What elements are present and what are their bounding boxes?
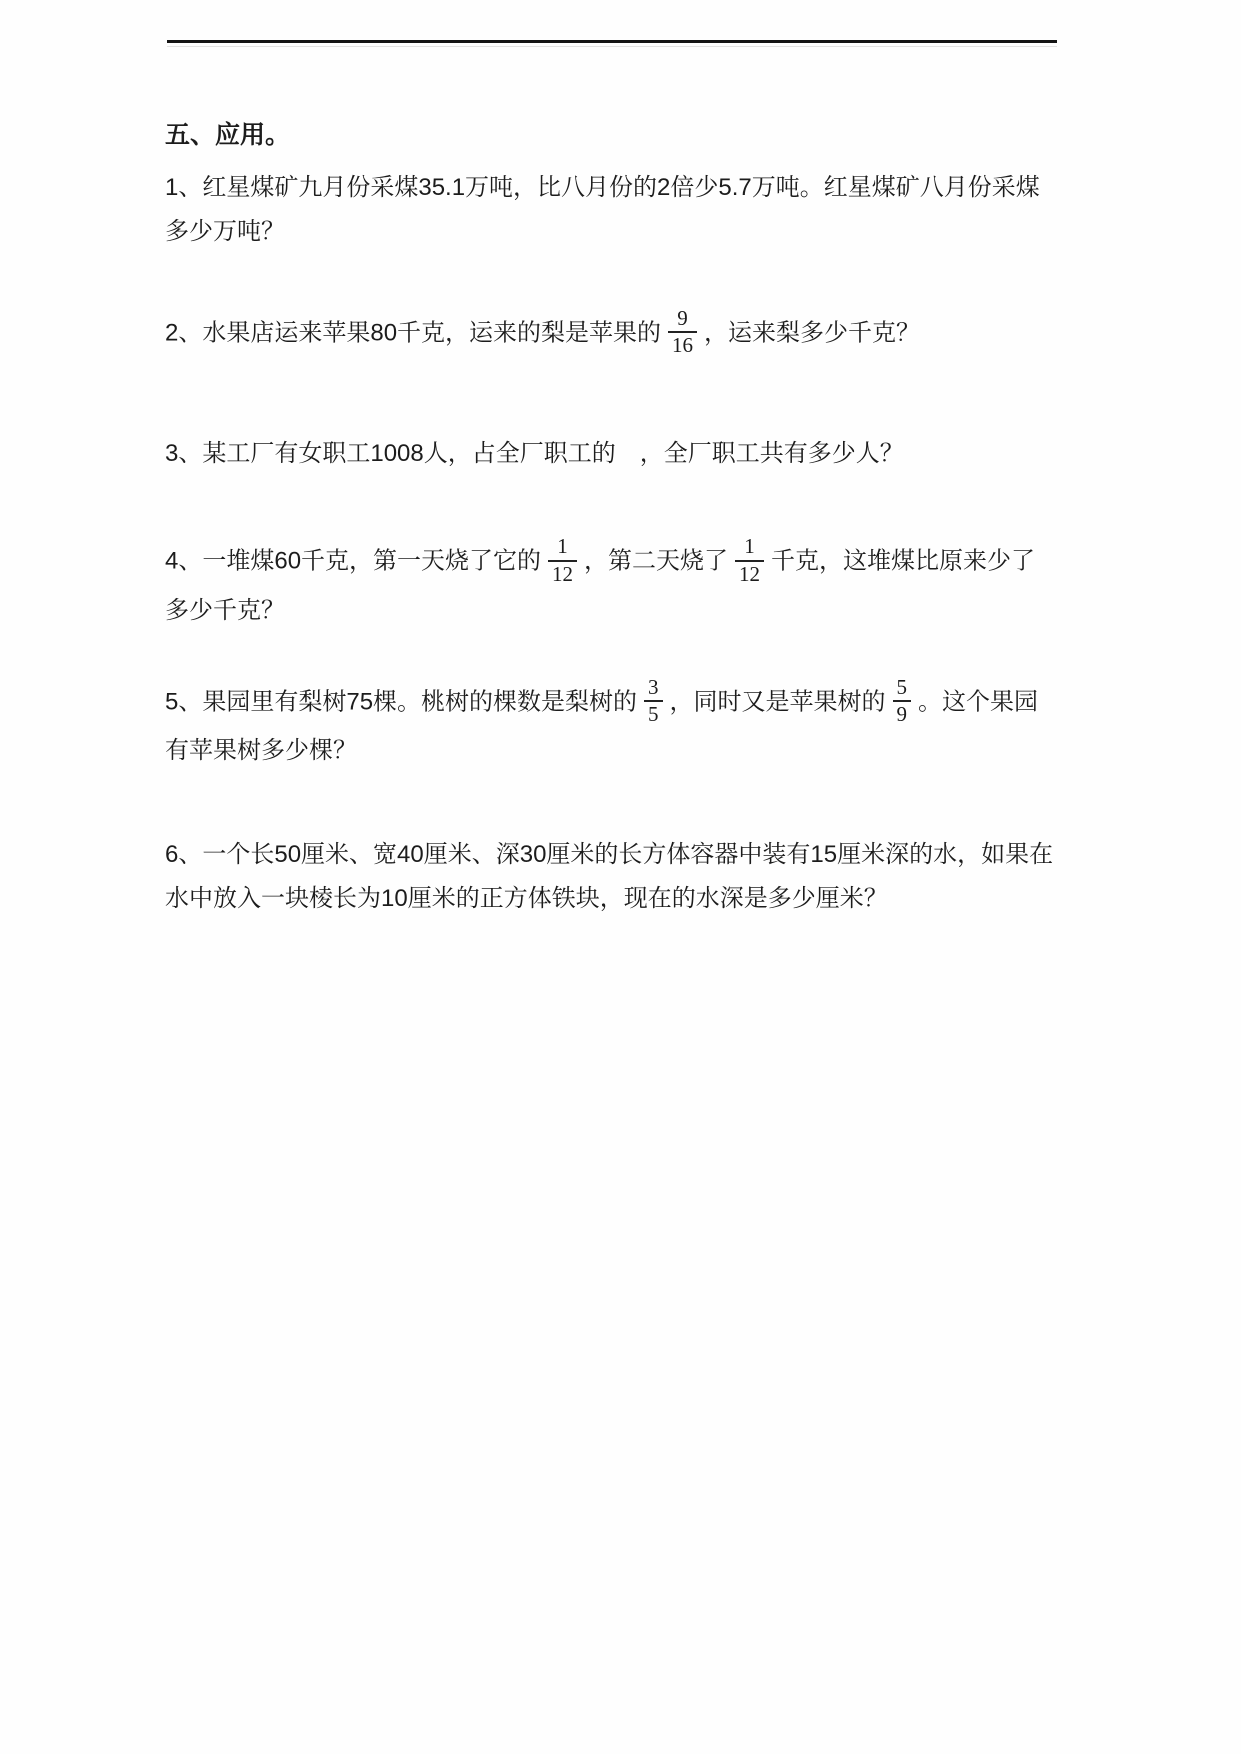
fraction-denominator: 12 xyxy=(735,560,764,587)
question-text: ，第二天烧了 xyxy=(584,547,729,575)
fraction-numerator: 9 xyxy=(677,306,688,330)
question-text: ，同时又是苹果树的 xyxy=(669,688,886,716)
fraction xyxy=(644,675,663,727)
question-item-4 xyxy=(165,536,1058,632)
question-text: ，运来梨多少千克？ xyxy=(704,319,921,347)
question-text: 1、红星煤矿九月份采煤35.1万吨，比八月份的2倍少5.7万吨。红星煤矿八月份采煤多少万吨？ xyxy=(165,174,1040,245)
fraction-numerator: 3 xyxy=(648,674,659,699)
question-text: 千克，这堆煤比原来少了多少千克？ xyxy=(165,547,1036,624)
question-item-3 xyxy=(165,432,1058,476)
fraction xyxy=(893,675,912,727)
fraction-numerator: 1 xyxy=(744,534,755,559)
worksheet-content xyxy=(165,118,1058,921)
question-text: 6、一个长50厘米、宽40厘米、深30厘米的长方体容器中装有15厘米深的水，如果在水中放入一块棱长为10厘米的正方体铁块，现在的水深是多少厘米？ xyxy=(165,841,1054,913)
question-item-5 xyxy=(165,674,1058,773)
fraction xyxy=(735,534,764,586)
question-text: 5、果园里有梨树75棵。桃树的棵数是梨树的 xyxy=(165,688,638,716)
fraction-denominator: 12 xyxy=(548,560,577,587)
question-text: 3、某工厂有女职工1008人，占全厂职工的 ，全厂职工共有多少人？ xyxy=(165,440,904,468)
fraction-denominator: 9 xyxy=(893,700,912,727)
question-text: 。这个果园有苹果树多少棵？ xyxy=(165,688,1039,765)
fraction xyxy=(548,534,577,586)
fraction-denominator: 5 xyxy=(644,700,663,727)
question-item-6 xyxy=(165,833,1058,921)
fraction-numerator: 1 xyxy=(557,534,568,559)
question-list xyxy=(165,166,1058,921)
header-rule xyxy=(167,40,1057,43)
question-text: 2、水果店运来苹果80千克，运来的梨是苹果的 xyxy=(165,319,662,347)
question-item-1 xyxy=(165,166,1058,254)
fraction-denominator: 16 xyxy=(668,331,697,358)
fraction-numerator: 5 xyxy=(896,674,908,699)
question-text: 4、一堆煤60千克，第一天烧了它的 xyxy=(165,547,542,575)
question-item-2 xyxy=(165,308,1058,360)
fraction xyxy=(668,306,697,358)
section-title: 五、应用。 xyxy=(165,121,291,149)
